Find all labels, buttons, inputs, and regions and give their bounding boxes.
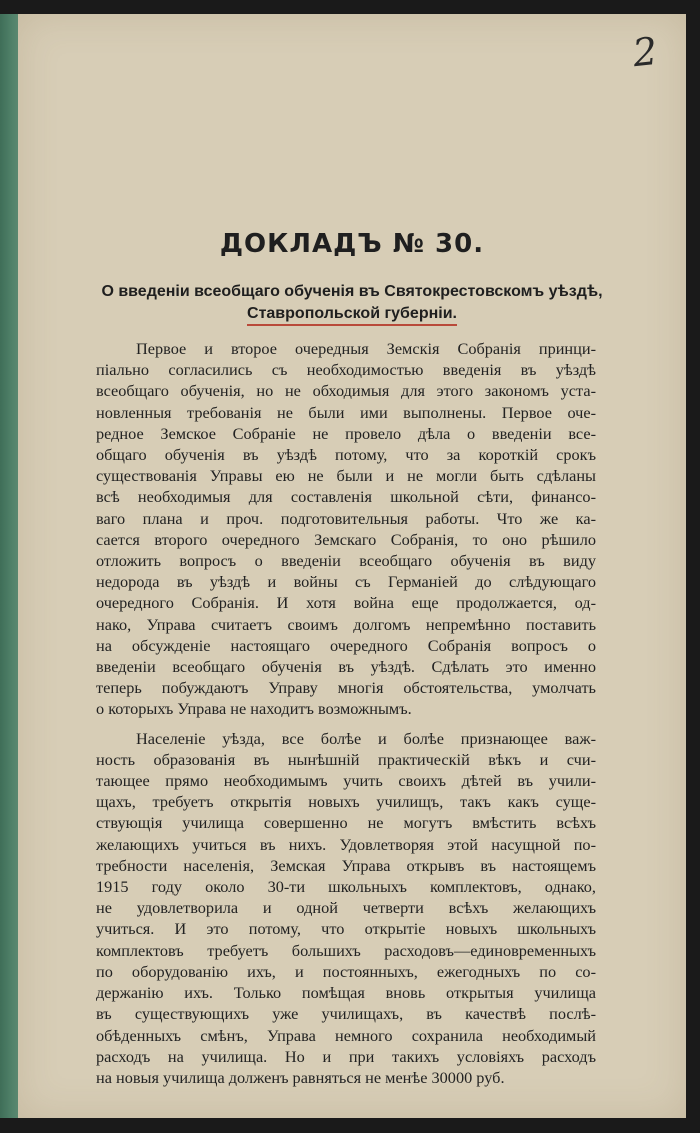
text-line: теперь побуждаютъ Управу многiя обстоятельства, умолчать (96, 678, 596, 698)
text-line: о которыхъ Управа не находитъ возможнымъ. (96, 699, 412, 719)
text-line: въ существующихъ уже училищахъ, въ качествѣ послѣ- (96, 1004, 596, 1024)
text-line: недорода въ уѣздѣ и войны съ Германiей до слѣдующаго (96, 572, 596, 592)
paragraph (96, 728, 596, 1088)
binding-strip (0, 14, 20, 1118)
text-line: сается второго очередного Земскаго Собранiя, то оно рѣшило (96, 529, 596, 549)
report-subtitle (18, 281, 686, 325)
text-line: требности населенiя, Земская Управа открывъ въ настоящемъ (96, 855, 596, 875)
text-line: ваго плана и проч. подготовительныя работы. Что же ка- (96, 508, 596, 528)
text-line: комплектовъ требуетъ большихъ расходовъ—единовременныхъ (96, 940, 596, 960)
text-line: на новыя училища долженъ равняться не менѣе 30000 руб. (96, 1067, 505, 1087)
report-heading: ДОКЛАДЪ № 30. (219, 229, 485, 259)
text-line: редное Земское Собранiе не провело дѣла о введенiи все- (96, 423, 596, 443)
report-body (96, 338, 596, 1088)
text-line: ствующiя училища совершенно не могутъ вмѣстить всѣхъ (96, 813, 596, 833)
subtitle-line-2: Ставропольской губернiи. (247, 305, 457, 326)
text-line: пiально согласились съ необходимостью введенiя въ уѣздѣ (96, 360, 596, 380)
text-line: новленныя требованiя не были ими выполнены. Первое оче- (96, 402, 596, 422)
document-page (18, 14, 686, 1118)
text-line: держанiю ихъ. Только помѣщая вновь открытыя училища (96, 983, 596, 1003)
handwritten-page-number: 2 (630, 28, 660, 76)
text-line: Первое и второе очередныя Земскiя Собранiя принци- (136, 339, 596, 358)
text-line: по оборудованiю ихъ, и постоянныхъ, ежегодныхъ по со- (96, 961, 596, 981)
subtitle-line-1: О введенiи всеобщаго обученiя въ Святокрестовскомъ уѣздѣ, (101, 283, 603, 300)
text-line: существованiя Управы ею не были и не могли быть сдѣланы (96, 466, 596, 486)
text-line: не удовлетворила и одной четверти всѣхъ желающихъ (96, 898, 596, 918)
text-line: обѣденныхъ смѣнъ, Управа немного сохранила необходимый (96, 1025, 596, 1045)
text-line: тающее прямо необходимымъ учить своихъ дѣтей въ учили- (96, 771, 596, 791)
text-line: очередного Собранiя. И хотя война еще продолжается, од- (96, 593, 596, 613)
text-line: на обсужденiе настоящаго очередного Собранiя вопросъ о (96, 635, 596, 655)
text-line: общаго обученiя въ уѣздѣ потому, что за короткiй срокъ (96, 445, 596, 465)
text-line: нако, Управа считаетъ своимъ долгомъ непремѣнно поставить (96, 614, 596, 634)
text-line: Населенiе уѣзда, все болѣе и болѣе признающее важ- (136, 728, 596, 748)
text-line: ность образованiя въ нынѣшнiй практическiй вѣкъ и счи- (96, 749, 596, 769)
text-line: всѣ необходимыя для составленiя школьной сѣти, финансо- (96, 487, 596, 507)
text-line: желающихъ учиться въ нихъ. Удовлетворяя этой насущной по- (96, 834, 596, 854)
text-line: введенiи всеобщаго обученiя въ уѣздѣ. Сдѣлать это именно (96, 657, 596, 677)
text-line: отложить вопросъ о введенiи всеобщаго обученiя въ виду (96, 551, 596, 571)
text-line: учиться. И это потому, что открытiе новыхъ школьныхъ (96, 919, 596, 939)
paragraph (96, 338, 596, 720)
text-line: щахъ, требуетъ открытiя новыхъ училищъ, такъ какъ суще- (96, 792, 596, 812)
text-line: всеобщаго обученiя, но не обходимыя для этого закономъ уста- (96, 381, 596, 401)
text-line: 1915 году около 30-ти школьныхъ комплектовъ, однако, (96, 877, 596, 897)
text-line: расходъ на училища. Но и при такихъ условiяхъ расходъ (96, 1046, 596, 1066)
